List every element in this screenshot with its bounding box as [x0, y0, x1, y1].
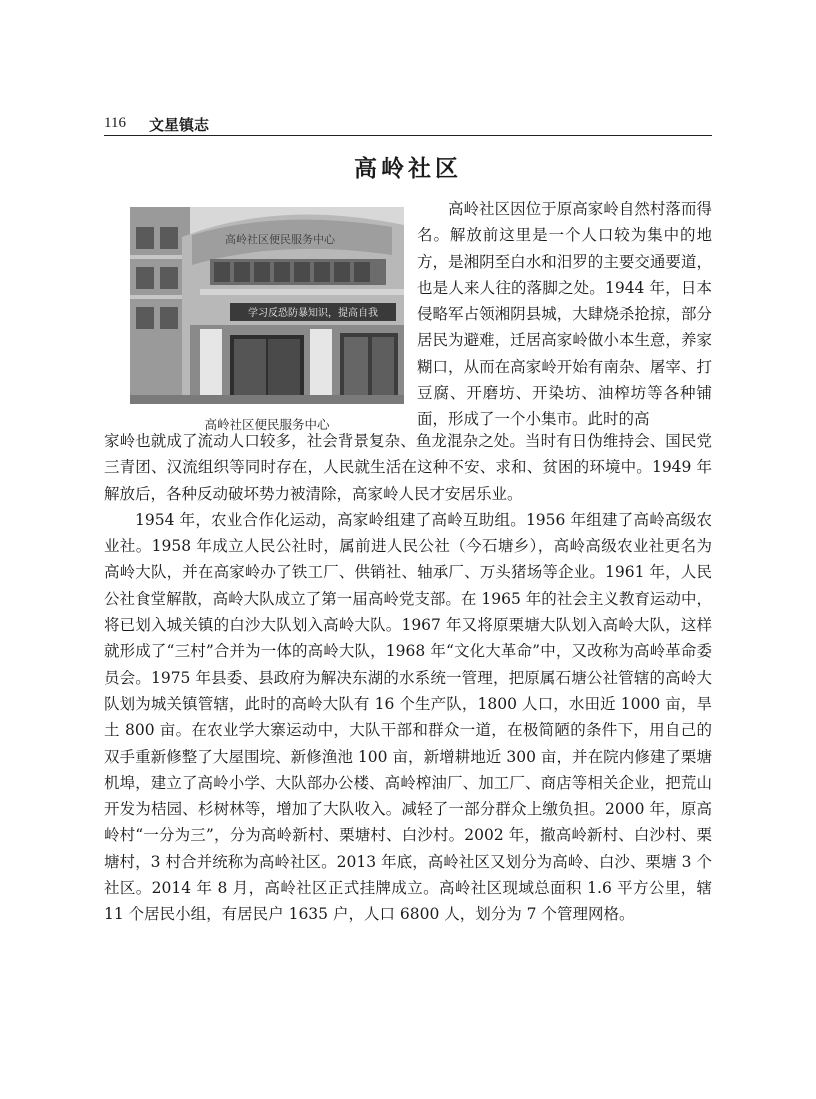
photo-banner: 学习反恐防暴知识，提高自我	[248, 308, 378, 319]
community-center-photo	[130, 207, 404, 404]
page-number: 116	[104, 115, 126, 131]
chapter-title: 高岭社区	[354, 156, 462, 182]
photo-caption: 高岭社区便民服务中心	[204, 417, 330, 432]
paragraph-1-part-1: 高岭社区因位于原高家岭自然村落而得名。解放前这里是一个人口较为集中的地方，是湘阴至白水和汨罗的主要交通要道，也是人来人往的落脚之处。1944 年，日本侵略军占领湘阴县城，大肆烧杀抢掠，部分居民为避难，迁居高家岭做小本生意，养家糊口，从而在高家岭开始有南杂、屠宰、打豆腐、开磨坊、开染坊、油榨坊等各种铺面，形成了一个小集市。此时的高	[417, 200, 712, 429]
running-header	[104, 113, 712, 136]
book-title: 文星镇志	[149, 116, 210, 134]
paragraph-1-part-2: 家岭也就成了流动人口较多，社会背景复杂、鱼龙混杂之处。当时有日伪维持会、国民党三青团、汉流组织等同时存在，人民就生活在这种不安、求和、贫困的环境中。1949 年解放后，各种反动破坏势力被清除，高家岭人民才安居乐业。	[104, 432, 712, 503]
paragraph-2: 1954 年，农业合作化运动，高家岭组建了高岭互助组。1956 年组建了高岭高级农业社。1958 年成立人民公社时，属前进人民公社（今石塘乡），高岭高级农业社更名为高岭大队，并在高家岭办了铁工厂、供销社、轴承厂、万头猪场等企业。1961 年，人民公社食堂解散，高岭大队成立了第一届高岭党支部。在 1965 年的社会主义教育运动中，将已划入城关镇的白沙大队划入高岭大队。1967 年又将原栗塘大队划入高岭大队，这样就形成了“三村”合并为一体的高岭大队，1968 年“文化大革命”中，又改称为高岭革命委员会。1975 年县委、县政府为解决东湖的水系统一管理，把原属石塘公社管辖的高岭大队划为城关镇管辖，此时的高岭大队有 16 个生产队，1800 人口，水田近 1000 亩，旱土 800 亩。在农业学大寨运动中，大队干部和群众一道，在极简陋的条件下，用自己的双手重新修整了大屋围垸、新修渔池 100 亩，新增耕地近 300 亩，并在院内修建了栗塘机埠，建立了高岭小学、大队部办公楼、高岭榨油厂、加工厂、商店等相关企业，把荒山开发为桔园、杉树林等，增加了大队收入。减轻了一部分群众上缴负担。2000 年，原高岭村“一分为三”，分为高岭新村、栗塘村、白沙村。2002 年，撤高岭新村、白沙村、栗塘村，3 村合并统称为高岭社区。2013 年底，高岭社区又划分为高岭、白沙、栗塘 3 个社区。2014 年 8 月，高岭社区正式挂牌成立。高岭社区现域总面积 1.6 平方公里，辖 11 个居民小组，有居民户 1635 户，人口 6800 人，划分为 7 个管理网格。	[104, 510, 712, 924]
building-sign: 高岭社区便民服务中心	[225, 233, 335, 246]
body-text-narrow	[417, 196, 712, 433]
building-illustration	[130, 207, 404, 404]
body-text-wide	[104, 428, 712, 928]
